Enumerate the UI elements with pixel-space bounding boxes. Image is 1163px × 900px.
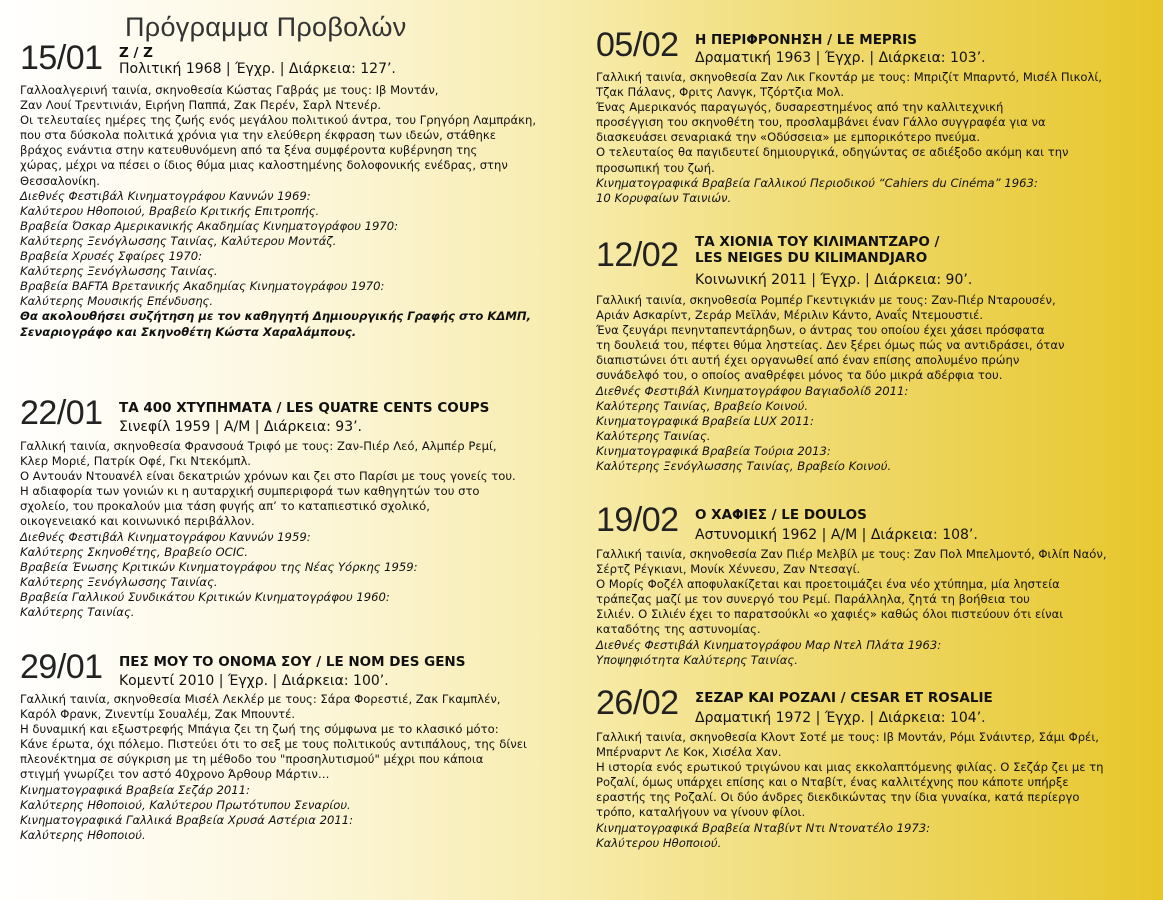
description-line: Κλερ Μοριέ, Πατρίκ Οφέ, Γκι Ντεκόμπλ. [20,454,251,469]
award-line: Υποψηφιότητα Καλύτερης Ταινίας. [596,652,798,667]
film-info: Αστυνομική 1962 | Α/Μ | Διάρκεια: 108’. [695,527,978,543]
film-entry [20,39,537,340]
description-line: Γαλλοαλγερινή ταινία, σκηνοθεσία Κώστας Γαβράς με τους: Ιβ Μοντάν, [20,83,439,97]
film-body [596,547,1107,668]
description-line: τράπεζας μαζί με τον συνεργό του Ρεμί. Παράλληλα, ζητά τη βοήθεια του [596,592,1030,607]
award-line: Βραβεία BAFTA Βρετανικής Ακαδημίας Κινηματογράφου 1970: [20,279,385,294]
award-line: 10 Κορυφαίων Ταινιών. [596,190,732,205]
film-awards [596,176,1102,206]
note-line: Σεναριογράφο και Σκηνοθέτη Κώστα Χαραλάμπους. [20,324,357,339]
description-line: Γαλλική ταινία, σκηνοθεσία Κλοντ Σοτέ με τους: Ιβ Μοντάν, Ρόμι Σνάιντερ, Σάμι Φρέι, [596,730,1099,744]
award-line: Καλύτερης Ξενόγλωσσης Ταινίας. [20,574,218,589]
film-entry [596,684,1104,851]
award-line: Καλύτερης Ξενόγλωσσης Ταινίας, Καλύτερου Μοντάζ. [20,233,337,248]
film-header [596,501,1107,543]
film-entry [596,26,1102,206]
award-line: Καλύτερου Ηθοποιού, Βραβείο Κριτικής Επιτροπής. [20,203,320,218]
description-line: συνάδελφό του, ο οποίος αναθρέφει μόνος τα δύο μικρά αδέρφια του. [596,368,1003,383]
film-title: Z / Z [119,45,153,61]
award-line: Διεθνές Φεστιβάλ Κινηματογράφου Βαγιαδολίδ 2011: [596,383,909,398]
screening-date: 12/02 [596,236,679,274]
award-line: Διεθνές Φεστιβάλ Κινηματογράφου Καννών 1959: [20,529,311,544]
description-line: Ζαν Λουί Τρεντινιάν, Ειρήνη Παππά, Ζακ Περέν, Σαρλ Ντενέρ. [20,98,382,113]
award-line: Καλύτερης Ηθοποιού. [20,827,146,842]
film-body [596,293,1064,474]
award-line: Καλύτερης Ταινίας. [20,605,135,620]
film-awards [20,530,516,621]
description-line: διαπιστώνει ότι αυτή έχει οργανωθεί από έναν επίσης απολυμένο πρώην [596,353,1020,368]
film-info: Κοινωνική 2011 | Έγχρ. | Διάρκεια: 90’. [695,272,973,288]
film-title: ΠΕΣ ΜΟΥ ΤΟ ΟΝΟΜΑ ΣΟΥ / LE NOM DES GENS [119,654,466,670]
film-entry [596,501,1107,668]
screening-date: 15/01 [20,39,103,77]
film-title: ΤΑ ΧΙΟΝΙΑ ΤΟΥ ΚΙΛΙΜΑΝΤΖΑΡΟ / LES NEIGES DU KILIMANDJARO [695,234,940,266]
screening-date: 26/02 [596,684,679,722]
description-line: Κάνε έρωτα, όχι πόλεμο. Πιστεύει ότι το σεξ με τους πολιτικούς αντιπάλους, της δίνει [20,737,527,752]
film-info: Δραματική 1963 | Έγχρ. | Διάρκεια: 103’. [695,50,986,66]
description-line: οικογενειακό και κοινωνικό περιβάλλον. [20,514,255,529]
award-line: Καλύτερου Ηθοποιού. [596,835,722,850]
film-description [20,83,536,189]
award-line: Κινηματογραφικά Βραβεία LUX 2011: [596,413,814,428]
note-line: Θα ακολουθήσει συζήτηση με τον καθηγητή Δημιουργικής Γραφής στο ΚΔΜΠ, [20,309,532,324]
description-line: χώρας, μέχρι να πέσει ο ίδιος θύμα μιας καλοστημένης δολοφονικής ενέδρας, στην [20,158,508,173]
film-body [596,730,1104,851]
description-line: βράχος ενάντια στην κατευθυνόμενη από τα ξένα συμφέροντα κυβέρνηση της [20,143,478,158]
description-line: Γαλλική ταινία, σκηνοθεσία Ρομπέρ Γκεντιγκιάν με τους: Ζαν-Πιέρ Νταρουσέν, [596,293,1056,307]
film-description [20,439,516,530]
description-line: Ένα ζευγάρι πενηνταπεντάρηδων, ο άντρας του οποίου έχει χάσει πρόσφατα [596,323,1045,338]
film-title: ΤΑ 400 ΧΤΥΠΗΜΑΤΑ / LES QUATRE CENTS COUPS [119,400,490,416]
film-description [596,547,1107,638]
screening-date: 19/02 [596,501,679,539]
description-line: Ο Μορίς Φοζέλ αποφυλακίζεται και προετοιμάζει ένα νέο χτύπημα, μία ληστεία [596,577,1060,592]
description-line: Μπέρναρντ Λε Κοκ, Χισέλα Χαν. [596,745,782,760]
description-line: Θεσσαλονίκη. [20,173,100,188]
film-awards [596,821,1104,851]
film-body [20,439,516,620]
award-line: Κινηματογραφικά Βραβεία Γαλλικού Περιοδικού “Cahiers du Cinéma” 1963: [596,175,1038,190]
film-entry [20,394,516,620]
film-description [596,730,1104,821]
award-line: Κινηματογραφικά Βραβεία Τούρια 2013: [596,443,831,458]
award-line: Καλύτερης Ηθοποιού, Καλύτερου Πρωτότυπου Σεναρίου. [20,797,351,812]
award-line: Κινηματογραφικά Βραβεία Σεζάρ 2011: [20,782,250,797]
description-line: που στα δύσκολα πολιτικά χρόνια για την ελεύθερη έκφραση των ιδεών, στάθηκε [20,128,496,143]
description-line: Η ιστορία ενός ερωτικού τριγώνου και μιας εκκολαπτόμενης φιλίας. Ο Σεζάρ ζει με τη [596,760,1104,775]
film-body [596,70,1102,206]
screening-date: 22/01 [20,394,103,432]
description-line: Η αδιαφορία των γονιών κι η αυταρχική συμπεριφορά των καθηγητών του στο [20,484,480,499]
award-line: Βραβεία Ένωσης Κριτικών Κινηματογράφου της Νέας Υόρκης 1959: [20,559,418,574]
film-description [20,692,527,783]
film-description [596,70,1102,176]
award-line: Καλύτερης Ταινίας. [596,428,711,443]
description-line: Γαλλική ταινία, σκηνοθεσία Μισέλ Λεκλέρ με τους: Σάρα Φορεστιέ, Ζακ Γκαμπλέν, [20,692,501,706]
film-awards [596,638,1107,668]
award-line: Καλύτερης Ταινίας, Βραβείο Κοινού. [596,398,809,413]
award-line: Καλύτερης Ξενόγλωσσης Ταινίας, Βραβείο Κοινού. [596,459,892,474]
description-line: Σιλιέν. Ο Σιλιέν έχει το παρατσούκλι «ο χαφιές» καθώς όλοι πιστεύουν ότι είναι [596,607,1064,622]
screening-date: 29/01 [20,648,103,686]
description-line: Αριάν Ασκαρίντ, Ζεράρ Μεϊλάν, Μέριλιν Κάντο, Αναΐς Ντεμουστιέ. [596,308,984,323]
award-line: Διεθνές Φεστιβάλ Κινηματογράφου Καννών 1969: [20,188,311,203]
award-line: Καλύτερης Ξενόγλωσσης Ταινίας. [20,264,218,279]
film-title: ΣΕΖΑΡ ΚΑΙ ΡΟΖΑΛΙ / CESAR ET ROSALIE [695,690,993,706]
film-title: Η ΠΕΡΙΦΡΟΝΗΣΗ / LE MEPRIS [695,32,917,48]
award-line: Κινηματογραφικά Βραβεία Νταβίντ Ντι Ντονατέλο 1973: [596,820,931,835]
description-line: τρόπο, καταλήγουν να γίνουν φίλοι. [596,805,806,820]
description-line: Γαλλική ταινία, σκηνοθεσία Φρανσουά Τριφό με τους: Ζαν-Πιέρ Λεό, Αλμπέρ Ρεμί, [20,439,497,453]
description-line: πλεονέκτημα σε σύγκριση με τη μέθοδο του "προσηλυτισμού" μέχρι που κάποια [20,752,484,767]
award-line: Βραβεία Γαλλικού Συνδικάτου Κριτικών Κινηματογράφου 1960: [20,589,390,604]
page-title: Πρόγραμμα Προβολών [125,12,407,42]
description-line: διασκευάσει σεναριακά την «Οδύσσεια» με εμπορικότερο πνεύμα. [596,130,981,145]
description-line: προσέγγιση του σκηνοθέτη του, προσλαμβάνει έναν Γάλλο συγγραφέα για να [596,115,1046,130]
film-body [20,83,536,340]
screening-date: 05/02 [596,26,679,64]
description-line: προσωπική του ζωή. [596,160,715,175]
film-info: Σινεφίλ 1959 | Α/Μ | Διάρκεια: 93’. [119,419,363,435]
description-line: στιγμή γνωρίζει τον αστό 40χρονο Άρθουρ Μάρτιν… [20,767,330,782]
description-line: Γαλλική ταινία, σκηνοθεσία Ζαν Λικ Γκοντάρ με τους: Μπριζίτ Μπαρντό, Μισέλ Πικολί, [596,70,1102,84]
description-line: Σέρτζ Ρέγκιανι, Μονίκ Χέννεσυ, Ζαν Ντεσαγί. [596,562,861,577]
description-line: σχολείο, του προκαλούν μια τάση φυγής απ’ το καταπιεστικό σχολικό, [20,499,430,514]
film-discussion-note [20,309,536,339]
film-awards [20,783,527,843]
award-line: Καλύτερης Σκηνοθέτης, Βραβείο OCIC. [20,544,248,559]
description-line: καταδότης της αστυνομίας. [596,622,761,637]
description-line: Η δυναμική και εξωστρεφής Μπάγια ζει τη ζωή της σύμφωνα με το κλασικό μότο: [20,722,499,737]
film-info: Δραματική 1972 | Έγχρ. | Διάρκεια: 104’. [695,710,986,726]
film-entry [20,648,527,843]
film-awards [20,189,536,310]
description-line: Γαλλική ταινία, σκηνοθεσία Ζαν Πιέρ Μελβίλ με τους: Ζαν Πολ Μπελμοντό, Φιλίπ Ναόν, [596,547,1107,561]
description-line: Ο Αντουάν Ντουανέλ είναι δεκατριών χρόνων και ζει στο Παρίσι με τους γονείς του. [20,469,516,484]
film-header [596,26,1102,68]
film-body [20,692,527,843]
description-line: Τζακ Πάλανς, Φριτς Λανγκ, Τζόρτζια Μολ. [596,85,845,100]
award-line: Καλύτερης Μουσικής Επένδυσης. [20,294,214,309]
film-header [596,236,1064,290]
description-line: Καρόλ Φρανκ, Ζινεντίμ Σουαλέμ, Ζακ Μπουντέ. [20,707,296,722]
film-entry [596,236,1064,474]
description-line: Ένας Αμερικανός παραγωγός, δυσαρεστημένος από την καλλιτεχνική [596,100,1004,115]
description-line: εραστής της Ροζαλί. Οι δύο άνδρες διεκδικώντας την ίδια γυναίκα, κατά περίεργο [596,790,1080,805]
award-line: Κινηματογραφικά Γαλλικά Βραβεία Χρυσά Αστέρια 2011: [20,812,354,827]
description-line: τη δουλειά του, πέφτει θύμα ληστείας. Δεν ξέρει όμως πώς να αντιδράσει, όταν [596,338,1065,353]
film-info: Πολιτική 1968 | Έγχρ. | Διάρκεια: 127’. [119,61,396,77]
description-line: Ροζαλί, όμως υπάρχει επίσης και ο Νταβίτ, ένας καλλιτέχνης που κάποτε υπήρξε [596,775,1069,790]
film-header [20,39,536,81]
award-line: Βραβεία Όσκαρ Αμερικανικής Ακαδημίας Κινηματογράφου 1970: [20,218,399,233]
award-line: Βραβεία Χρυσές Σφαίρες 1970: [20,249,203,264]
description-line: Οι τελευταίες ημέρες της ζωής ενός μεγάλου πολιτικού άντρα, του Γρηγόρη Λαμπράκη, [20,113,537,128]
film-header [20,648,527,690]
film-header [596,684,1104,726]
film-description [596,293,1064,384]
description-line: Ο τελευταίος θα παγιδευτεί δημιουργικά, οδηγώντας σε αδιέξοδο ακόμη και την [596,145,1069,160]
film-awards [596,384,1064,475]
film-info: Κομεντί 2010 | Έγχρ. | Διάρκεια: 100’. [119,673,389,689]
award-line: Διεθνές Φεστιβάλ Κινηματογράφου Μαρ Ντελ Πλάτα 1963: [596,637,942,652]
film-header [20,394,516,436]
film-title: Ο ΧΑΦΙΕΣ / LE DOULOS [695,507,867,523]
